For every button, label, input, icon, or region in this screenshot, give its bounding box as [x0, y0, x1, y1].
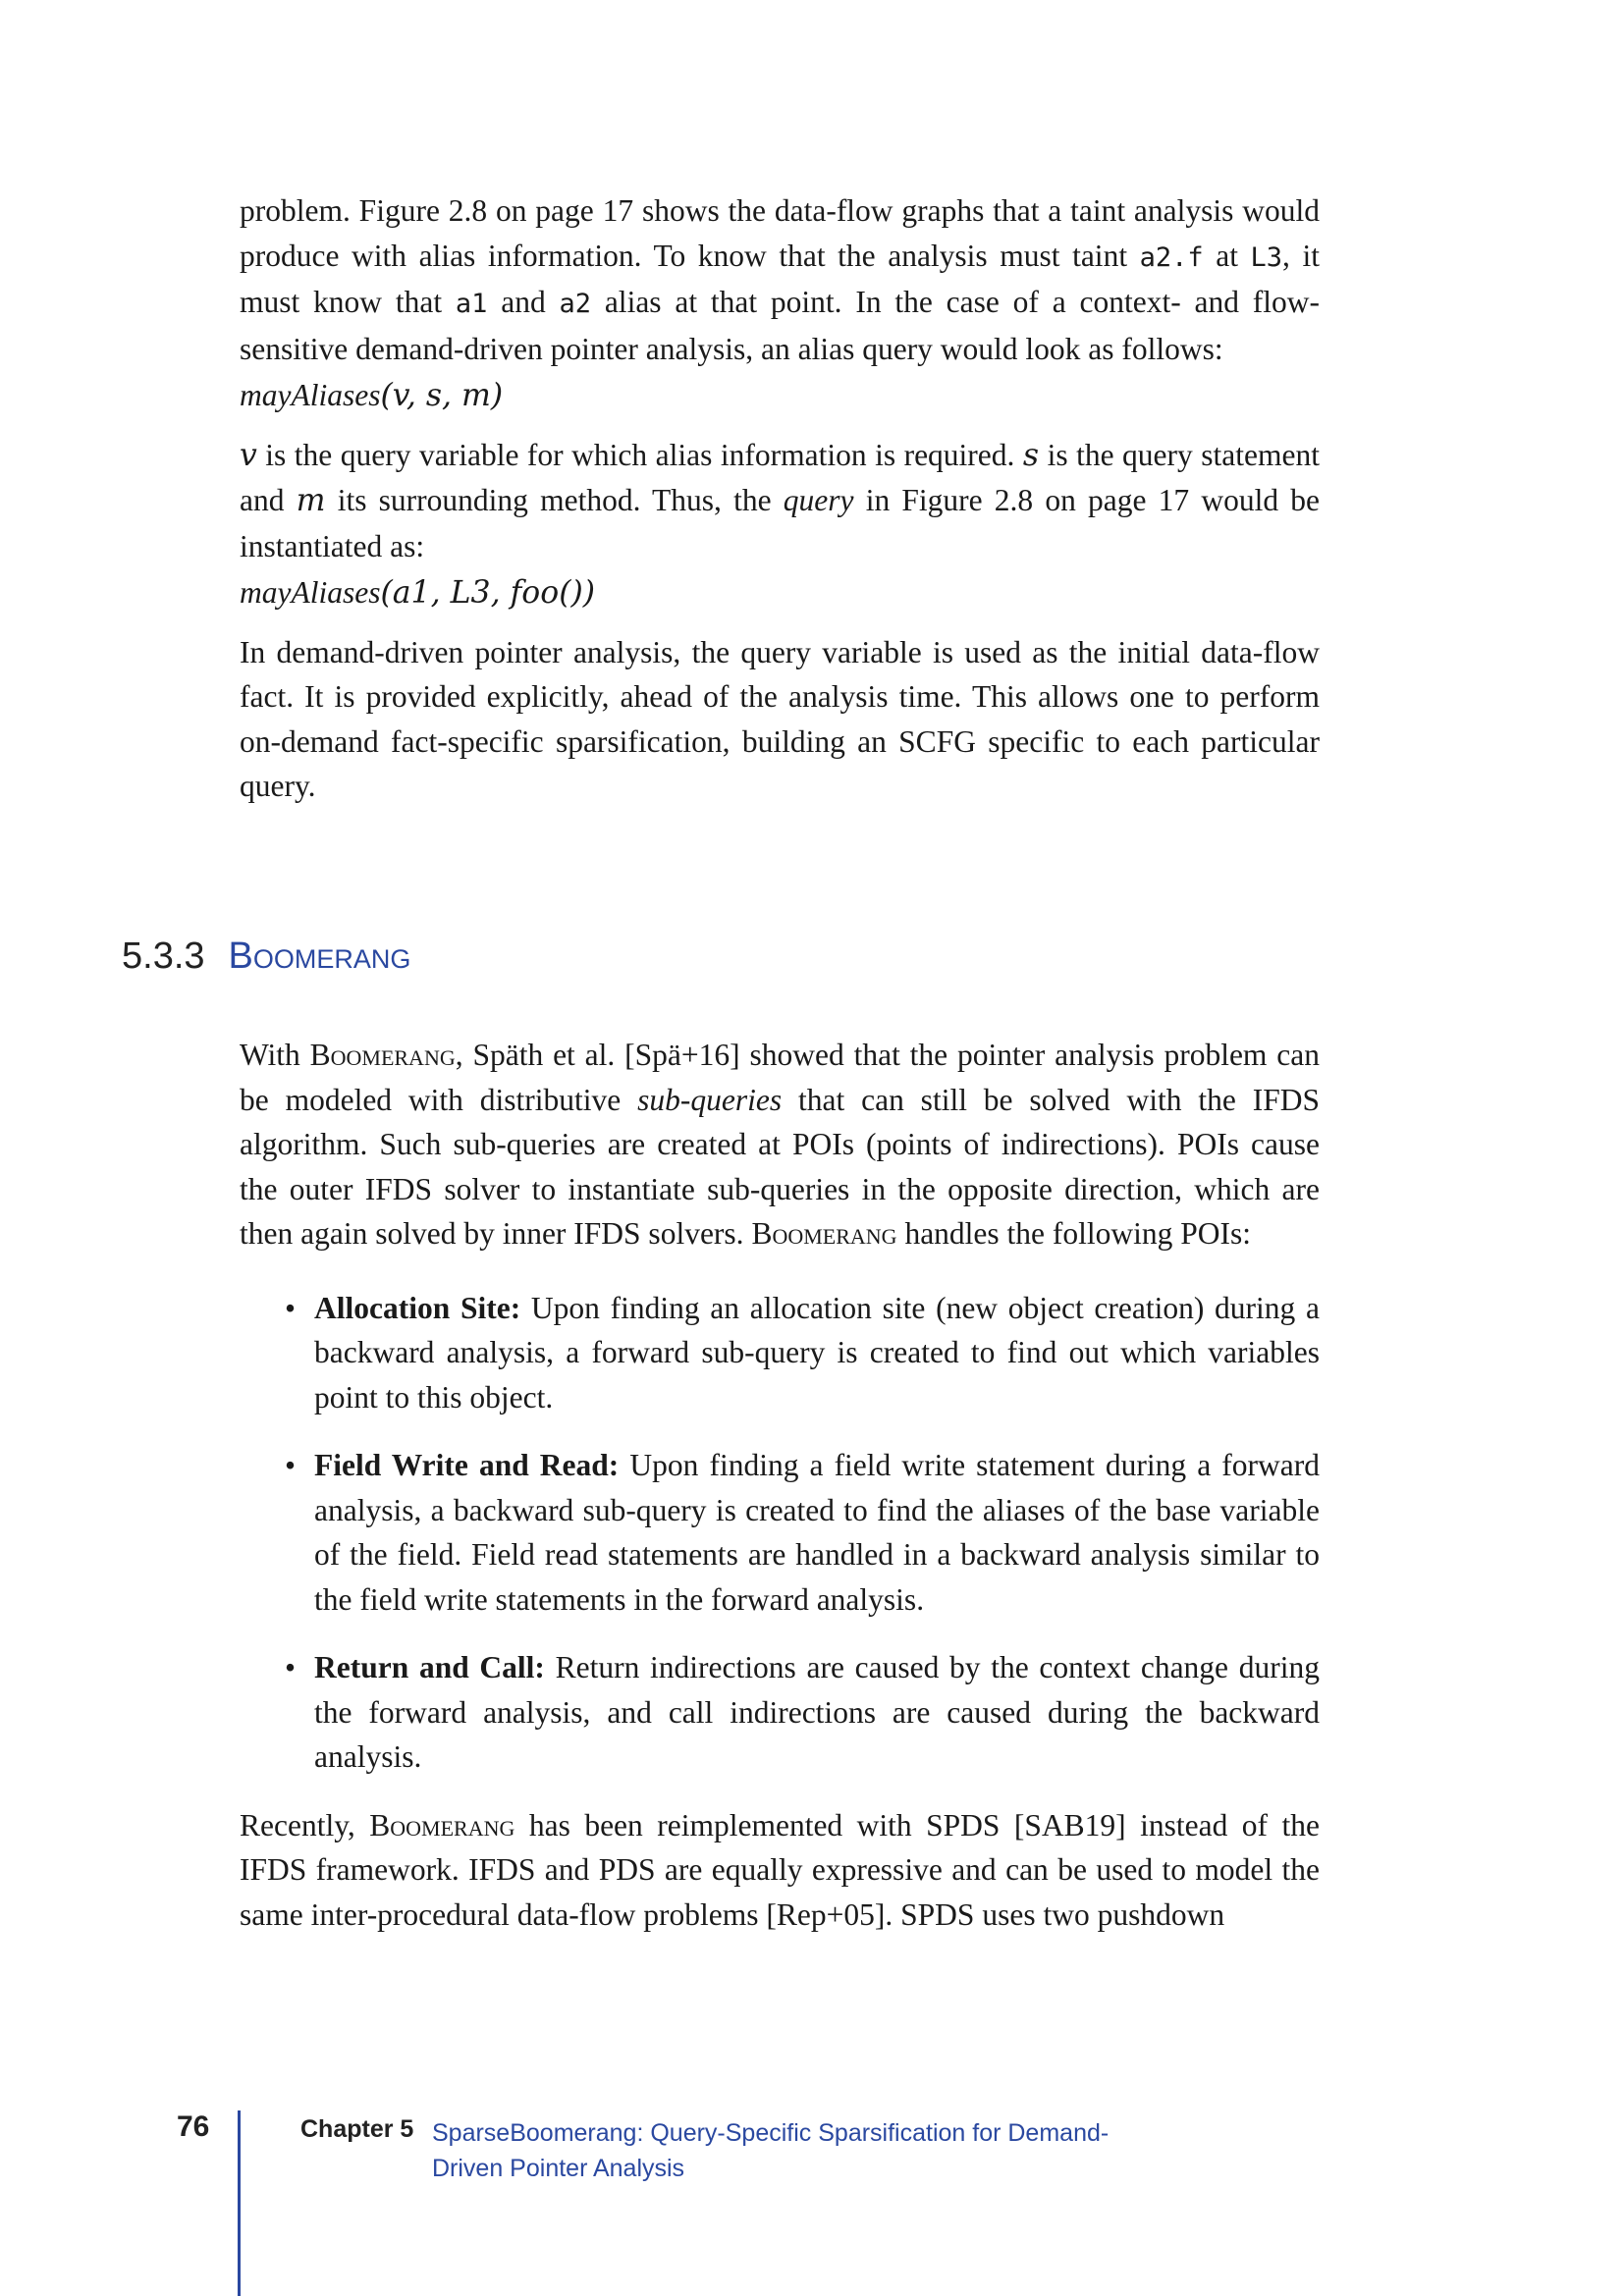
paragraph-query-variable: [240, 433, 1320, 569]
text-run: and: [487, 285, 560, 319]
code-a2f: a2.f: [1139, 241, 1204, 273]
text-run: handles the following POIs:: [896, 1216, 1252, 1251]
main-text-top: [240, 188, 1320, 809]
list-item: [285, 1645, 1320, 1780]
chapter-title: SparseBoomerang: Query-Specific Sparsification for Demand-Driven Pointer Analysis: [432, 2119, 1110, 2182]
text-run: is the query statement and: [240, 437, 1320, 517]
code-a1: a1: [455, 289, 488, 319]
code-l3: L3: [1250, 241, 1283, 273]
section-title: Boomerang: [228, 935, 411, 977]
list-item-label: Field Write and Read:: [314, 1448, 620, 1482]
text-run: that can still be solved with the IFDS algorithm. Such sub-queries are created at POIs (points of indirections). POIs cause the outer IFDS solver to instantiate sub-queries in the opposite direction, which are then again solved by inner IFDS solvers.: [240, 1082, 1321, 1251]
list-item-text: Upon finding an allocation site (new object creation) during a backward analysis, a forward sub-query is created to find out which variables point to this object.: [314, 1290, 1320, 1415]
name-boomerang: Boomerang: [309, 1038, 456, 1072]
paragraph-demand-driven: In demand-driven pointer analysis, the query variable is used as the initial data-flow fact. It is provided explicitly, ahead of the analysis time. This allows one to perform on-demand fact-specific sparsification, building an SCFG specific to each particular query.: [240, 634, 1320, 803]
list-item: [285, 1286, 1320, 1420]
paragraph-alias-intro: [240, 188, 1320, 371]
emphasis-query: query: [783, 483, 854, 517]
list-item: [285, 1443, 1320, 1622]
text-run: at: [1203, 238, 1251, 273]
list-item-label: Allocation Site:: [314, 1290, 521, 1325]
page-footer: [0, 2110, 1624, 2296]
bullet-icon: •: [285, 1290, 297, 1325]
text-run: alias at that point. In the case of a context- and flow-sensitive demand-driven pointer analysis, an alias query would look as follows:: [240, 285, 1321, 366]
formula-arguments: (a1, L3, foo()): [380, 575, 596, 611]
text-run: is the query variable for which alias information is required.: [256, 437, 1023, 472]
math-v: v: [240, 437, 257, 473]
paragraph-spds: [240, 1803, 1320, 1938]
formula-arguments: (v, s, m): [380, 378, 504, 413]
emphasis-sub-queries: sub-queries: [637, 1082, 783, 1117]
list-item-label: Return and Call:: [314, 1650, 545, 1684]
main-text-section: [240, 1033, 1320, 1937]
text-run: problem. Figure 2.8 on page 17 shows the data-flow graphs that a taint analysis would produce with alias information. To know that the analysis must taint: [240, 193, 1320, 273]
bullet-icon: •: [285, 1650, 297, 1684]
text-run: has been reimplemented with SPDS [SAB19] instead of the IFDS framework. IFDS and PDS are equally expressive and can be used to model the same inter-procedural data-flow problems [Rep+05]. SPDS uses two pushdown: [240, 1807, 1320, 1932]
formula-function-name: mayAliases: [240, 575, 381, 610]
chapter-label: Chapter 5: [300, 2115, 414, 2143]
page-number: 76: [177, 2110, 210, 2143]
code-a2: a2: [559, 289, 592, 319]
list-item-text: Upon finding a field write statement during a forward analysis, a backward sub-query is created to find the aliases of the base variable of the field. Field read statements are handled in a backward analysis similar to the field write statements in the forward analysis.: [314, 1448, 1320, 1617]
section-number: 5.3.3: [122, 935, 205, 977]
text-run: in Figure 2.8 on page 17 would be instantiated as:: [240, 483, 1321, 563]
text-run: , Späth et al. [Spä+16] showed that the pointer analysis problem can be modeled with distributive: [240, 1038, 1320, 1117]
list-item-text: Return indirections are caused by the context change during the forward analysis, and call indirections are caused during the backward analysis.: [314, 1650, 1320, 1774]
text-run: With: [240, 1038, 310, 1072]
footer-divider: [238, 2110, 241, 2296]
paragraph-boomerang-intro: [240, 1033, 1320, 1256]
formula-may-aliases-instance: [240, 570, 1320, 616]
text-run: Recently,: [240, 1807, 370, 1842]
text-run: its surrounding method. Thus, the: [325, 483, 784, 517]
math-m: m: [296, 483, 326, 518]
bullet-icon: •: [285, 1448, 297, 1482]
formula-may-aliases-generic: [240, 373, 1320, 419]
formula-function-name: mayAliases: [240, 378, 381, 412]
math-s: s: [1022, 437, 1040, 473]
poi-list: [240, 1286, 1320, 1780]
name-boomerang: Boomerang: [751, 1216, 897, 1251]
section-heading: [122, 933, 410, 980]
name-boomerang: Boomerang: [369, 1807, 515, 1842]
text-run: , it must know that: [240, 238, 1320, 319]
